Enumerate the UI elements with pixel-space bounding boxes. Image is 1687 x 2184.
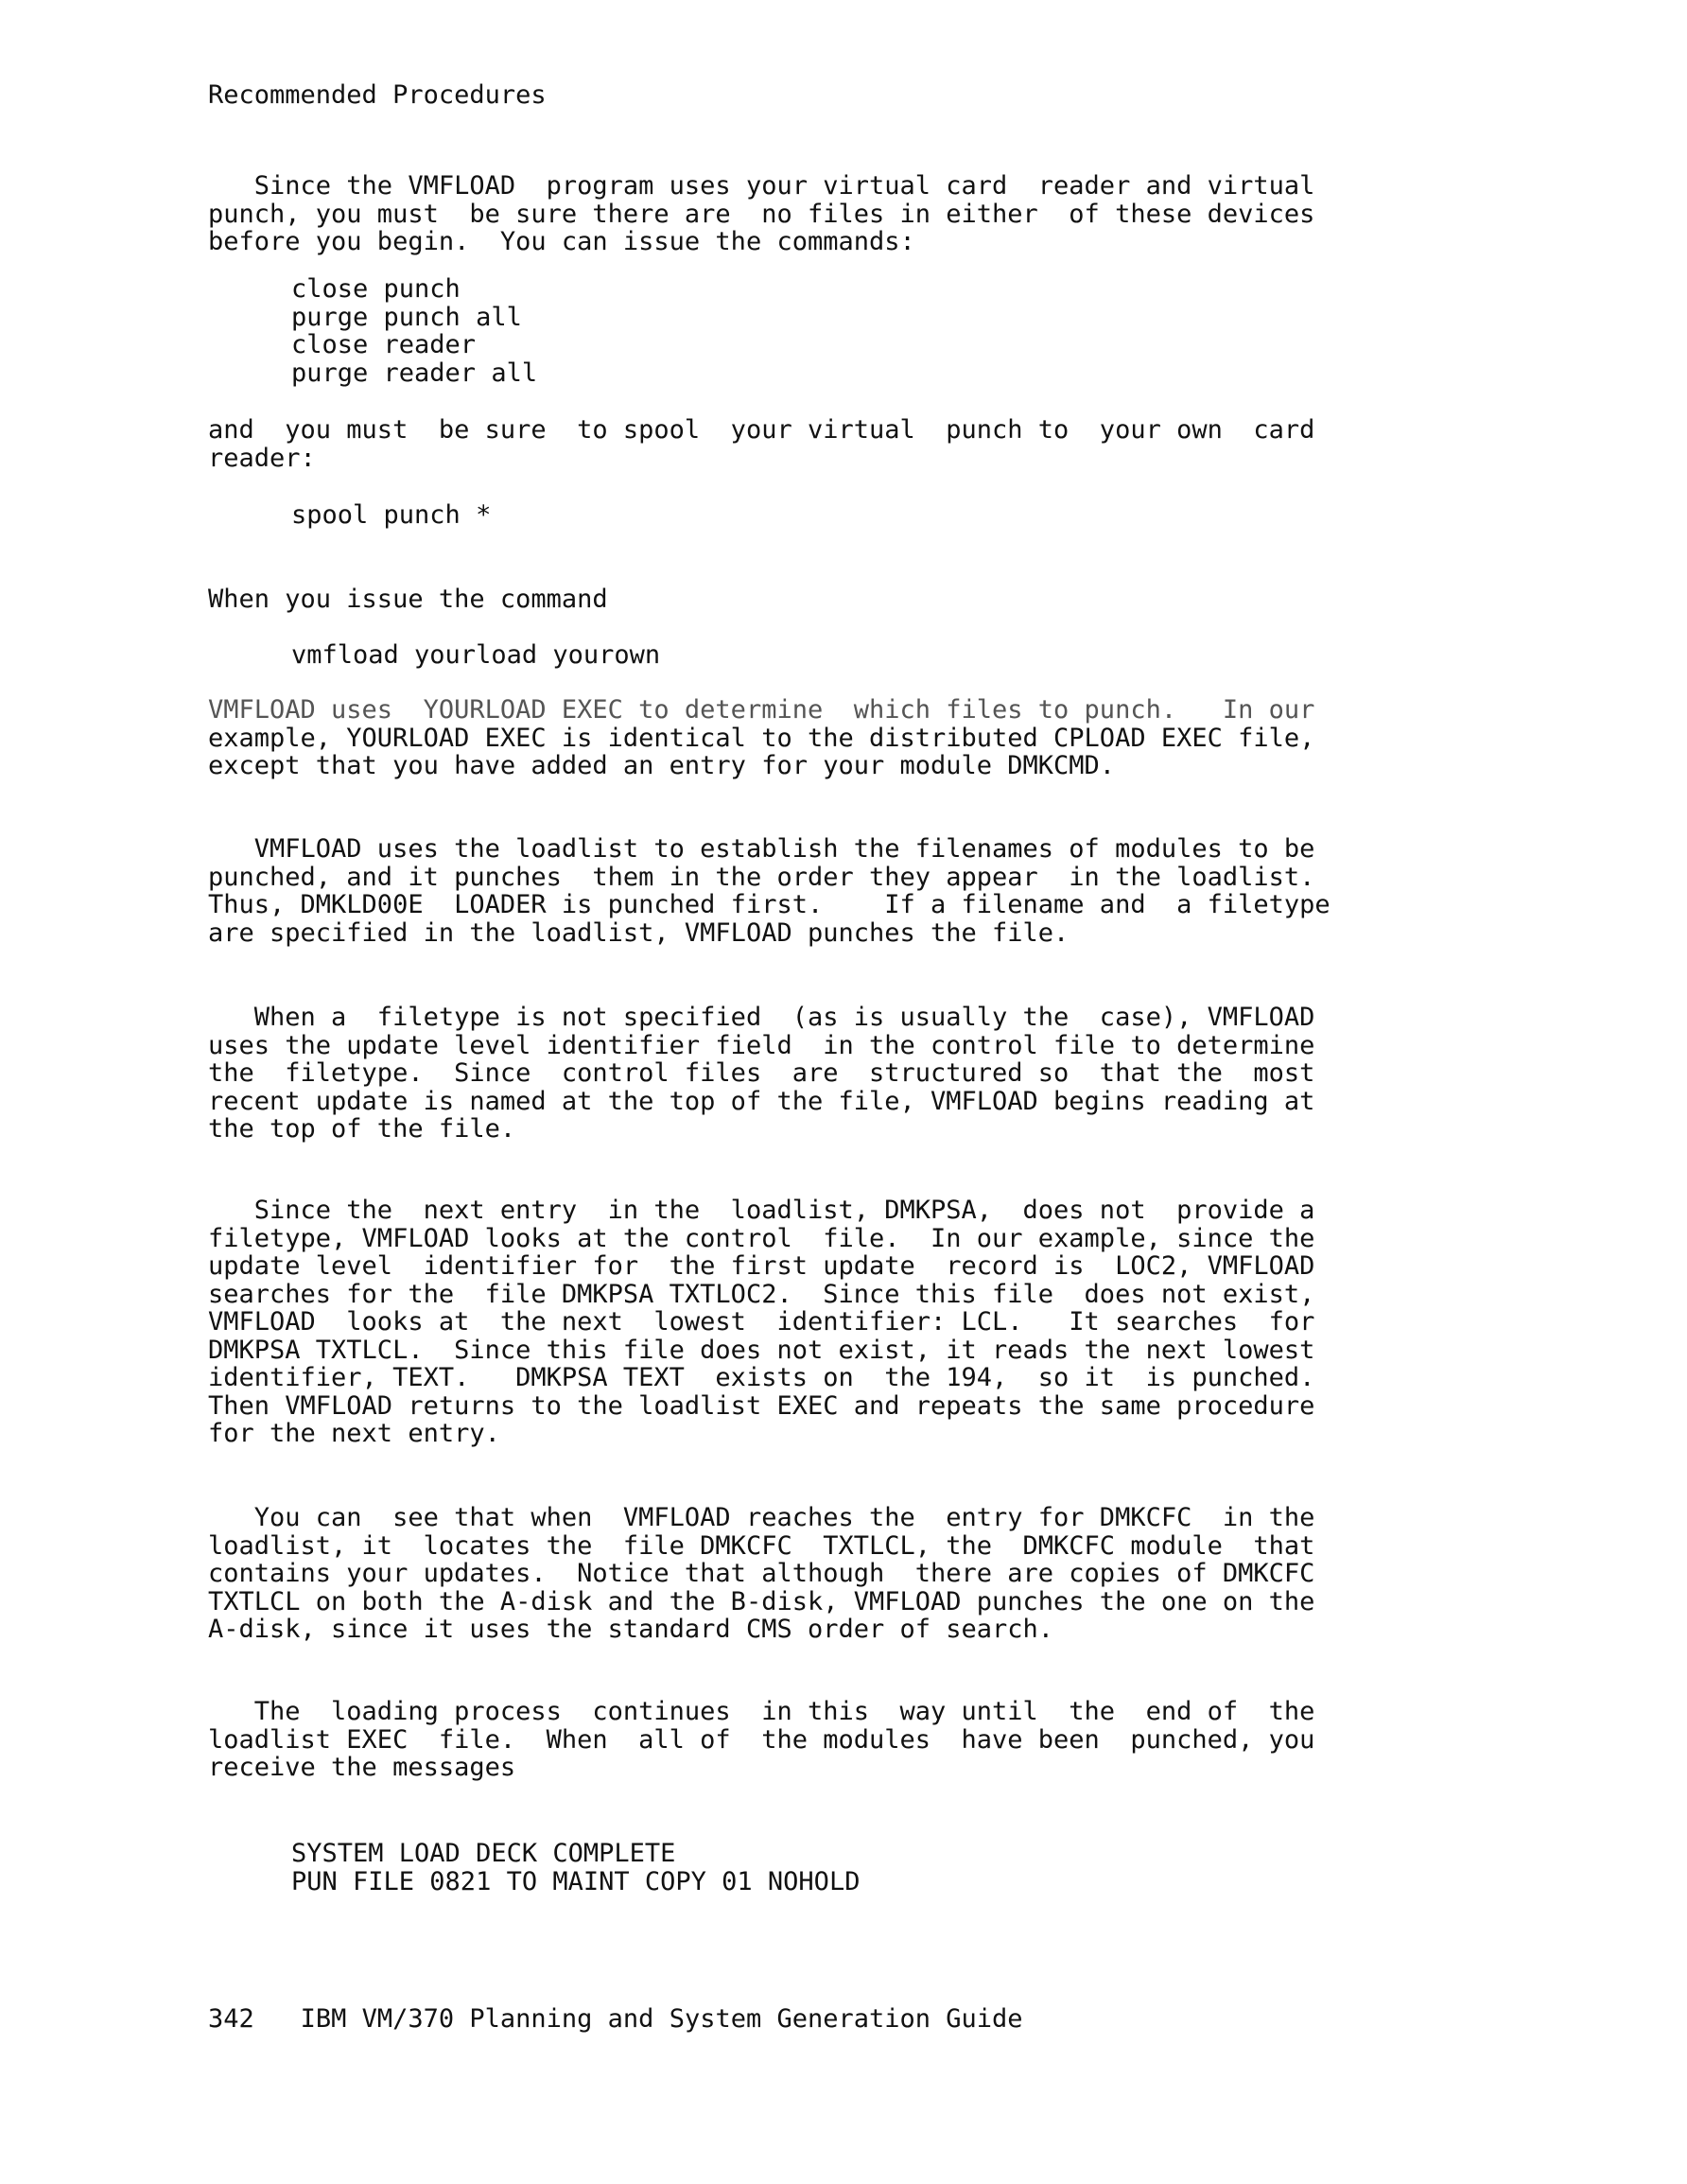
paragraph-line-p9-2: receive the messages — [208, 1753, 516, 1782]
page-heading: Recommended Procedures — [208, 80, 547, 110]
paragraph-line-p5-2: Thus, DMKLD00E LOADER is punched first. If a filename and a filetype — [208, 890, 1330, 919]
paragraph-line-p1-2: before you begin. You can issue the commands: — [208, 227, 915, 256]
paragraph-line-p7-8: for the next entry. — [208, 1419, 500, 1448]
paragraph-line-p4-1: example, YOURLOAD EXEC is identical to the distributed CPLOAD EXEC file, — [208, 723, 1315, 753]
page-number: 342 — [208, 2004, 254, 2034]
book-title: IBM VM/370 Planning and System Generation Guide — [300, 2004, 1023, 2034]
paragraph-line-p7-1: filetype, VMFLOAD looks at the control file. In our example, since the — [208, 1223, 1315, 1253]
paragraph-line-p1-0: Since the VMFLOAD program uses your virtual card reader and virtual — [208, 171, 1315, 201]
paragraph-line-p8-3: TXTLCL on both the A-disk and the B-disk, VMFLOAD punches the one on the — [208, 1586, 1315, 1616]
paragraph-line-p6-2: the filetype. Since control files are structured so that the most — [208, 1058, 1315, 1088]
paragraph-line-p8-0: You can see that when VMFLOAD reaches the entry for DMKCFC in the — [208, 1503, 1315, 1532]
paragraph-line-p5-0: VMFLOAD uses the loadlist to establish the filenames of modules to be — [208, 834, 1315, 864]
paragraph-line-p7-3: searches for the file DMKPSA TXTLOC2. Since this file does not exist, — [208, 1279, 1315, 1309]
command-line-cmd4-0: SYSTEM LOAD DECK COMPLETE — [291, 1839, 676, 1868]
paragraph-line-p4-0: VMFLOAD uses YOURLOAD EXEC to determine which files to punch. In our — [208, 695, 1315, 725]
paragraph-line-p1-1: punch, you must be sure there are no files in either of these devices — [208, 199, 1315, 229]
paragraph-line-p7-4: VMFLOAD looks at the next lowest identifier: LCL. It searches for — [208, 1307, 1315, 1337]
paragraph-line-p9-0: The loading process continues in this way until the end of the — [208, 1697, 1315, 1726]
paragraph-line-p8-1: loadlist, it locates the file DMKCFC TXTLCL, the DMKCFC module that — [208, 1530, 1315, 1561]
paragraph-line-p5-3: are specified in the loadlist, VMFLOAD punches the file. — [208, 917, 1070, 948]
command-line-cmd1-0: close punch — [291, 274, 461, 304]
paragraph-line-p6-1: uses the update level identifier field in the control file to determine — [208, 1030, 1315, 1060]
paragraph-line-p7-0: Since the next entry in the loadlist, DMKPSA, does not provide a — [208, 1196, 1315, 1225]
command-line-cmd1-2: close reader — [291, 330, 477, 359]
paragraph-line-p7-2: update level identifier for the first update record is LOC2, VMFLOAD — [208, 1251, 1315, 1281]
paragraph-line-p9-1: loadlist EXEC file. When all of the modules have been punched, you — [208, 1724, 1315, 1755]
paragraph-line-p2-0: and you must be sure to spool your virtual punch to your own card — [208, 415, 1315, 445]
paragraph-line-p7-5: DMKPSA TXTLCL. Since this file does not exist, it reads the next lowest — [208, 1335, 1315, 1365]
command-line-cmd4-1: PUN FILE 0821 TO MAINT COPY 01 NOHOLD — [291, 1866, 861, 1896]
paragraph-line-p2-1: reader: — [208, 443, 316, 473]
command-line-cmd3-0: vmfload yourload yourown — [291, 640, 661, 670]
command-line-cmd2-0: spool punch * — [291, 500, 492, 530]
paragraph-line-p6-4: the top of the file. — [208, 1114, 516, 1144]
paragraph-line-p5-1: punched, and it punches them in the order they appear in the loadlist. — [208, 862, 1315, 892]
paragraph-line-p4-2: except that you have added an entry for your module DMKCMD. — [208, 751, 1116, 780]
command-line-cmd1-3: purge reader all — [291, 358, 538, 388]
paragraph-line-p7-6: identifier, TEXT. DMKPSA TEXT exists on the 194, so it is punched. — [208, 1363, 1315, 1392]
paragraph-line-p8-2: contains your updates. Notice that although there are copies of DMKCFC — [208, 1559, 1315, 1588]
page-footer — [208, 2005, 1023, 2034]
paragraph-line-p6-3: recent update is named at the top of the file, VMFLOAD begins reading at — [208, 1086, 1315, 1116]
command-line-cmd1-1: purge punch all — [291, 302, 522, 332]
paragraph-line-p7-7: Then VMFLOAD returns to the loadlist EXEC and repeats the same procedure — [208, 1390, 1315, 1421]
paragraph-line-p3-0: When you issue the command — [208, 585, 608, 614]
paragraph-line-p8-4: A-disk, since it uses the standard CMS order of search. — [208, 1615, 1054, 1644]
paragraph-line-p6-0: When a filetype is not specified (as is usually the case), VMFLOAD — [208, 1003, 1315, 1032]
